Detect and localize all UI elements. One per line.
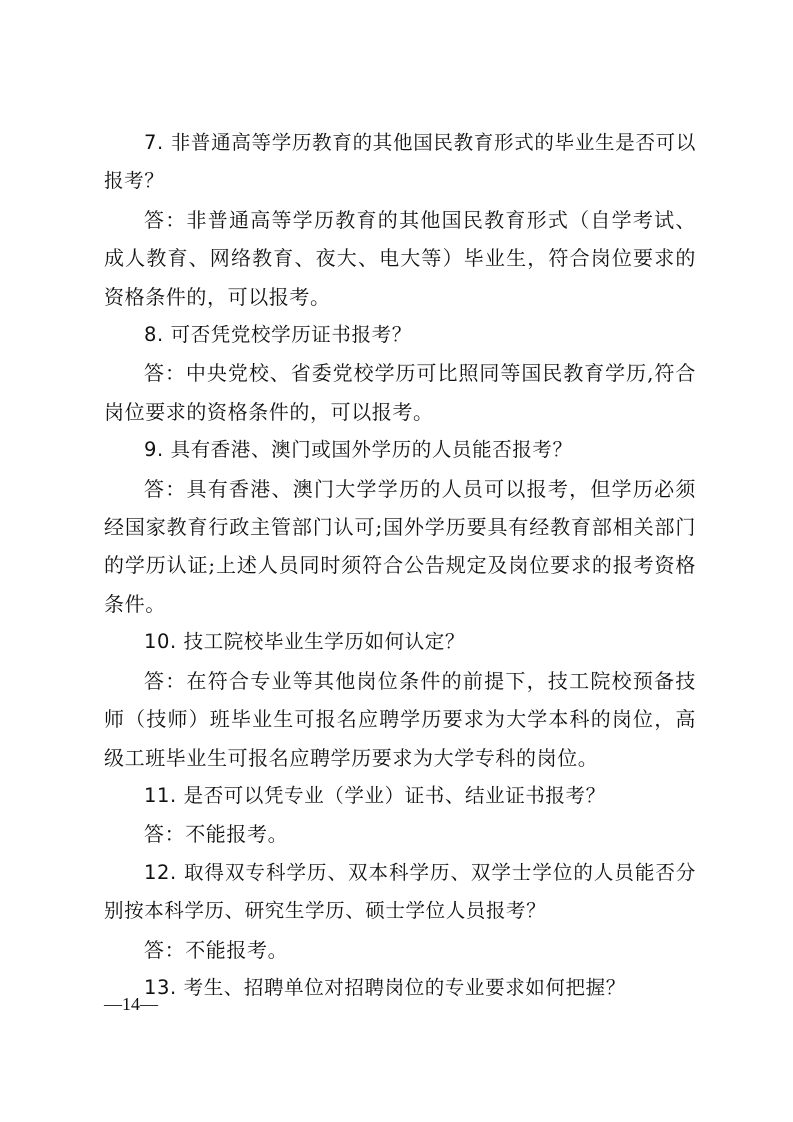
question-10: 10. 技工院校毕业生学历如何认定？ — [144, 630, 466, 654]
question-7: 7. 非普通高等学历教育的其他国民教育形式的毕业生是否可以报考？ — [104, 131, 696, 193]
question-13: 13. 考生、招聘单位对招聘岗位的专业要求如何把握？ — [144, 975, 626, 999]
answer-12: 答：不能报考。 — [144, 937, 289, 962]
page-number: —14— — [104, 994, 158, 1014]
question-8: 8. 可否凭党校学历证书报考？ — [144, 323, 412, 347]
document-body — [104, 124, 696, 1007]
answer-7: 答：非普通高等学历教育的其他国民教育形式（自学考试、成人教育、网络教育、夜大、电大等）毕业生，符合岗位要求的资格条件的，可以报考。 — [104, 207, 696, 309]
question-11: 11. 是否可以凭专业（学业）证书、结业证书报考？ — [144, 783, 606, 807]
question-12: 12. 取得双专科学历、双本科学历、双学士学位的人员能否分别按本科学历、研究生学历、硕士学位人员报考？ — [104, 860, 696, 923]
answer-9: 答：具有香港、澳门大学学历的人员可以报考，但学历必须经国家教育行政主管部门认可;国外学历要具有经教育部相关部门的学历认证;上述人员同时须符合公告规定及岗位要求的报考资格条件。 — [104, 476, 696, 616]
answer-11: 答：不能报考。 — [144, 822, 289, 847]
question-9: 9. 具有香港、澳门或国外学历的人员能否报考？ — [144, 438, 573, 462]
answer-8: 答：中央党校、省委党校学历可比照同等国民教育学历,符合岗位要求的资格条件的，可以报考。 — [104, 361, 696, 424]
answer-10: 答：在符合专业等其他岗位条件的前提下，技工院校预备技师（技师）班毕业生可报名应聘学历要求为大学本科的岗位，高级工班毕业生可报名应聘学历要求为大学专科的岗位。 — [104, 668, 696, 770]
